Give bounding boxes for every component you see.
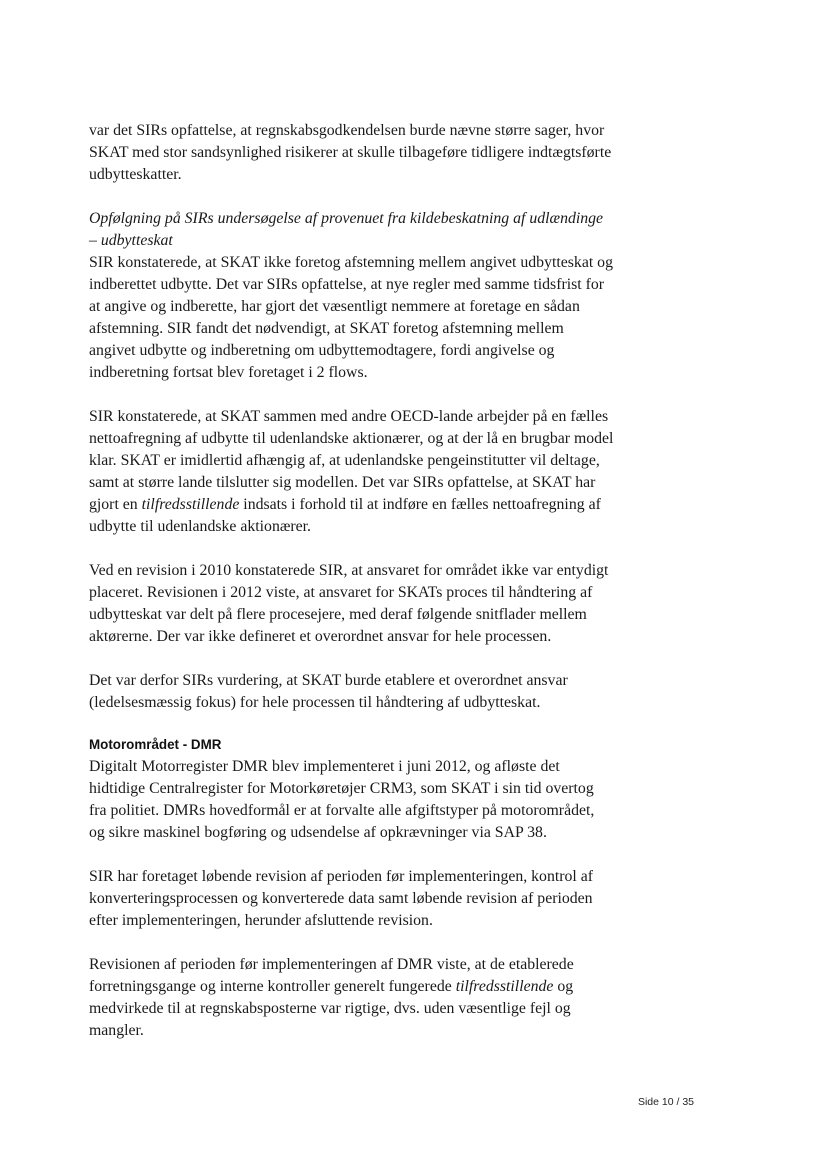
paragraph-afstemning: SIR konstaterede, at SKAT ikke foretog afstemning mellem angivet udbytteskat og indberettet udbytte. Det var SIRs opfattelse, at nye regler med samme tidsfrist for at angive og indberette, har gjort det væsentligt nemmere at foretage en sådan afstemning. SIR fandt det nødvendigt, at SKAT foretog afstemning mellem angivet udbytte og indberetning om udbyttemodtagere, fordi angivelse og indberetning fortsat blev foretaget i 2 flows.: [89, 254, 613, 381]
nettoafregning-text-1: SIR konstaterede, at SKAT sammen med andre OECD-lande arbejder på en fælles nettoafregning af udbytte til udenlandske aktionærer, og at der lå en brugbar model klar. SKAT er imidlertid afhængig af, at udenlandske pengeinstitutter vil deltage, samt at større lande tilslutter sig modellen. Det var SIRs opfattelse, at SKAT har gjort en: [89, 408, 614, 513]
paragraph-ansvar: Ved en revision i 2010 konstaterede SIR, at ansvaret for området ikke var entydigt placeret. Revisionen i 2012 viste, at ansvaret for SKATs proces til håndtering af udbytteskat var delt på flere procesejere, med deraf følgende snitflader mellem aktørerne. Der var ikke defineret et overordnet ansvar for hele processen.: [89, 562, 609, 645]
paragraph-dmr-result: [89, 954, 614, 1042]
nettoafregning-text-2: indsats i forhold til at indføre en fælles nettoafregning af udbytte til udenlandske aktionærer.: [89, 496, 601, 535]
subheading-udbytteskat: Opfølgning på SIRs undersøgelse af provenuet fra kildebeskatning af udlændinge – udbytteskat: [89, 210, 604, 249]
paragraph-dmr-intro: Digitalt Motorregister DMR blev implementeret i juni 2012, og afløste det hidtidige Centralregister for Motorkøretøjer CRM3, som SKAT i sin tid overtog fra politiet. DMRs hovedformål er at forvalte alle afgiftstyper på motorområdet, og sikre maskinel bogføring og udsendelse af opkrævninger via SAP 38.: [89, 758, 595, 841]
page-number: Side 10 / 35: [637, 1096, 694, 1108]
dmr-result-emphasis: tilfredsstillende: [455, 978, 554, 995]
paragraph-dmr-revision: SIR har foretaget løbende revision af perioden før implementeringen, kontrol af konverteringsprocessen og konverterede data samt løbende revision af perioden efter implementeringen, herunder afsluttende revision.: [89, 868, 594, 929]
paragraph-nettoafregning: [89, 406, 614, 538]
dmr-result-text-1: Revisionen af perioden før implementeringen af DMR viste, at de etablerede forretningsgange og interne kontroller generelt fungerede: [89, 956, 574, 995]
page-body: [89, 120, 614, 1064]
paragraph-udbytteskat-intro: var det SIRs opfattelse, at regnskabsgodkendelsen burde nævne større sager, hvor SKAT med stor sandsynlighed risikerer at skulle tilbageføre tidligere indtægtsførte udbytteskatter.: [89, 122, 612, 183]
section-heading-dmr: Motorområdet - DMR: [89, 737, 222, 752]
dmr-result-text-2: og medvirkede til at regnskabsposterne var rigtige, dvs. uden væsentlige fejl og mangler.: [89, 978, 574, 1039]
nettoafregning-emphasis: tilfredsstillende: [141, 496, 240, 513]
paragraph-vurdering: Det var derfor SIRs vurdering, at SKAT burde etablere et overordnet ansvar (ledelsesmæssig fokus) for hele processen til håndtering af udbytteskat.: [89, 672, 568, 711]
